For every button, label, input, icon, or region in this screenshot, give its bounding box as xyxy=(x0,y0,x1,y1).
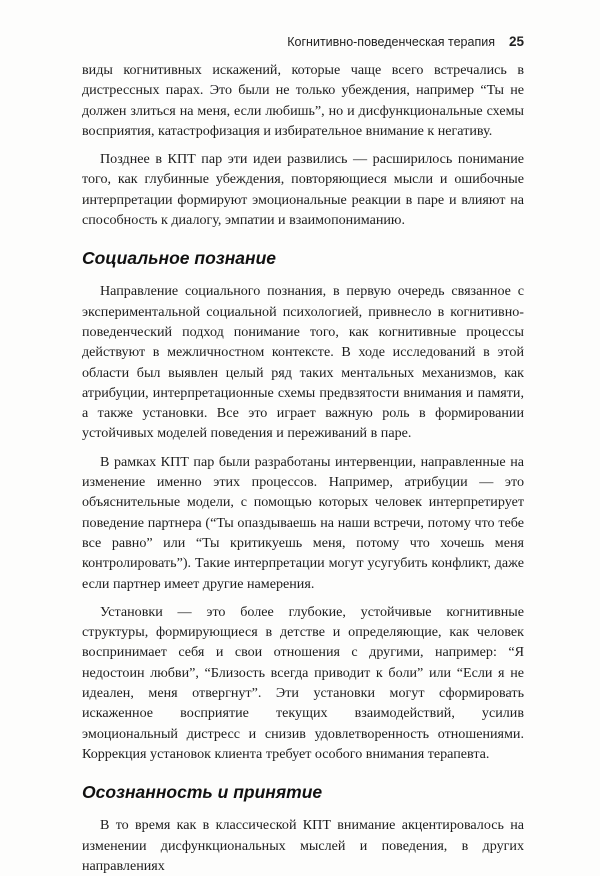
section-heading-social-cognition: Социальное познание xyxy=(82,248,277,269)
body-text xyxy=(82,60,524,876)
page-number: 25 xyxy=(508,34,524,49)
paragraph: Позднее в КПТ пар эти идеи развились — расширилось понимание того, как глубинные убеждения, повторяющиеся мысли и ошибочные интерпретации формируют эмоциональные реакции в паре и влияют на способность к диалогу, эмпатии и взаимопониманию. xyxy=(82,151,524,229)
section-heading-mindfulness: Осознанность и принятие xyxy=(82,782,323,803)
running-head xyxy=(287,34,524,49)
paragraph: В то время как в классической КПТ внимание акцентировалось на изменении дисфункциональных мыслей и поведения, в других направлениях xyxy=(82,817,524,874)
paragraph: В рамках КПТ пар были разработаны интервенции, направленные на изменение именно этих процессов. Например, атрибуции — это объяснительные модели, с помощью которых человек интерпретирует поведение партнера (“Ты опаздываешь на наши встречи, потому что тебе все равно” или “Ты критикуешь меня, потому что хочешь меня контролировать”). Такие интерпретации могут усугубить конфликт, даже если партнер имеет другие намерения. xyxy=(82,453,524,592)
paragraph: Установки — это более глубокие, устойчивые когнитивные структуры, формирующиеся в детстве и определяющие, как человек воспринимает себя и свои отношения с другими, например: “Я недостоин любви”, “Близость всегда приводит к боли” или “Если я не идеален, меня отвергнут”. Эти установки могут сформировать искаженное восприятие текущих взаимодействий, усилив эмоциональный дистресс и снизив удовлетворенность отношениями. Коррекция установок клиента требует особого внимания терапевта. xyxy=(82,603,524,762)
running-title: Когнитивно-поведенческая терапия xyxy=(287,35,495,49)
paragraph: виды когнитивных искажений, которые чаще всего встречались в дистрессных парах. Это были не только убеждения, например “Ты не должен злиться на меня, если любишь”, но и дисфункциональные схемы восприятия, катастрофизация и избирательное внимание к негативу. xyxy=(82,62,524,139)
paragraph: Направление социального познания, в первую очередь связанное с экспериментальной социальной психологией, привнесло в когнитивно-поведенческий подход понимание того, как когнитивные процессы действуют в межличностном контексте. В ходе исследований в этой области был выявлен целый ряд таких ментальных механизмов, как атрибуции, интерпретационные схемы предвзятости внимания и памяти, а также установки. Все это играет важную роль в формировании устойчивых моделей поведения и переживаний в паре. xyxy=(82,283,524,442)
